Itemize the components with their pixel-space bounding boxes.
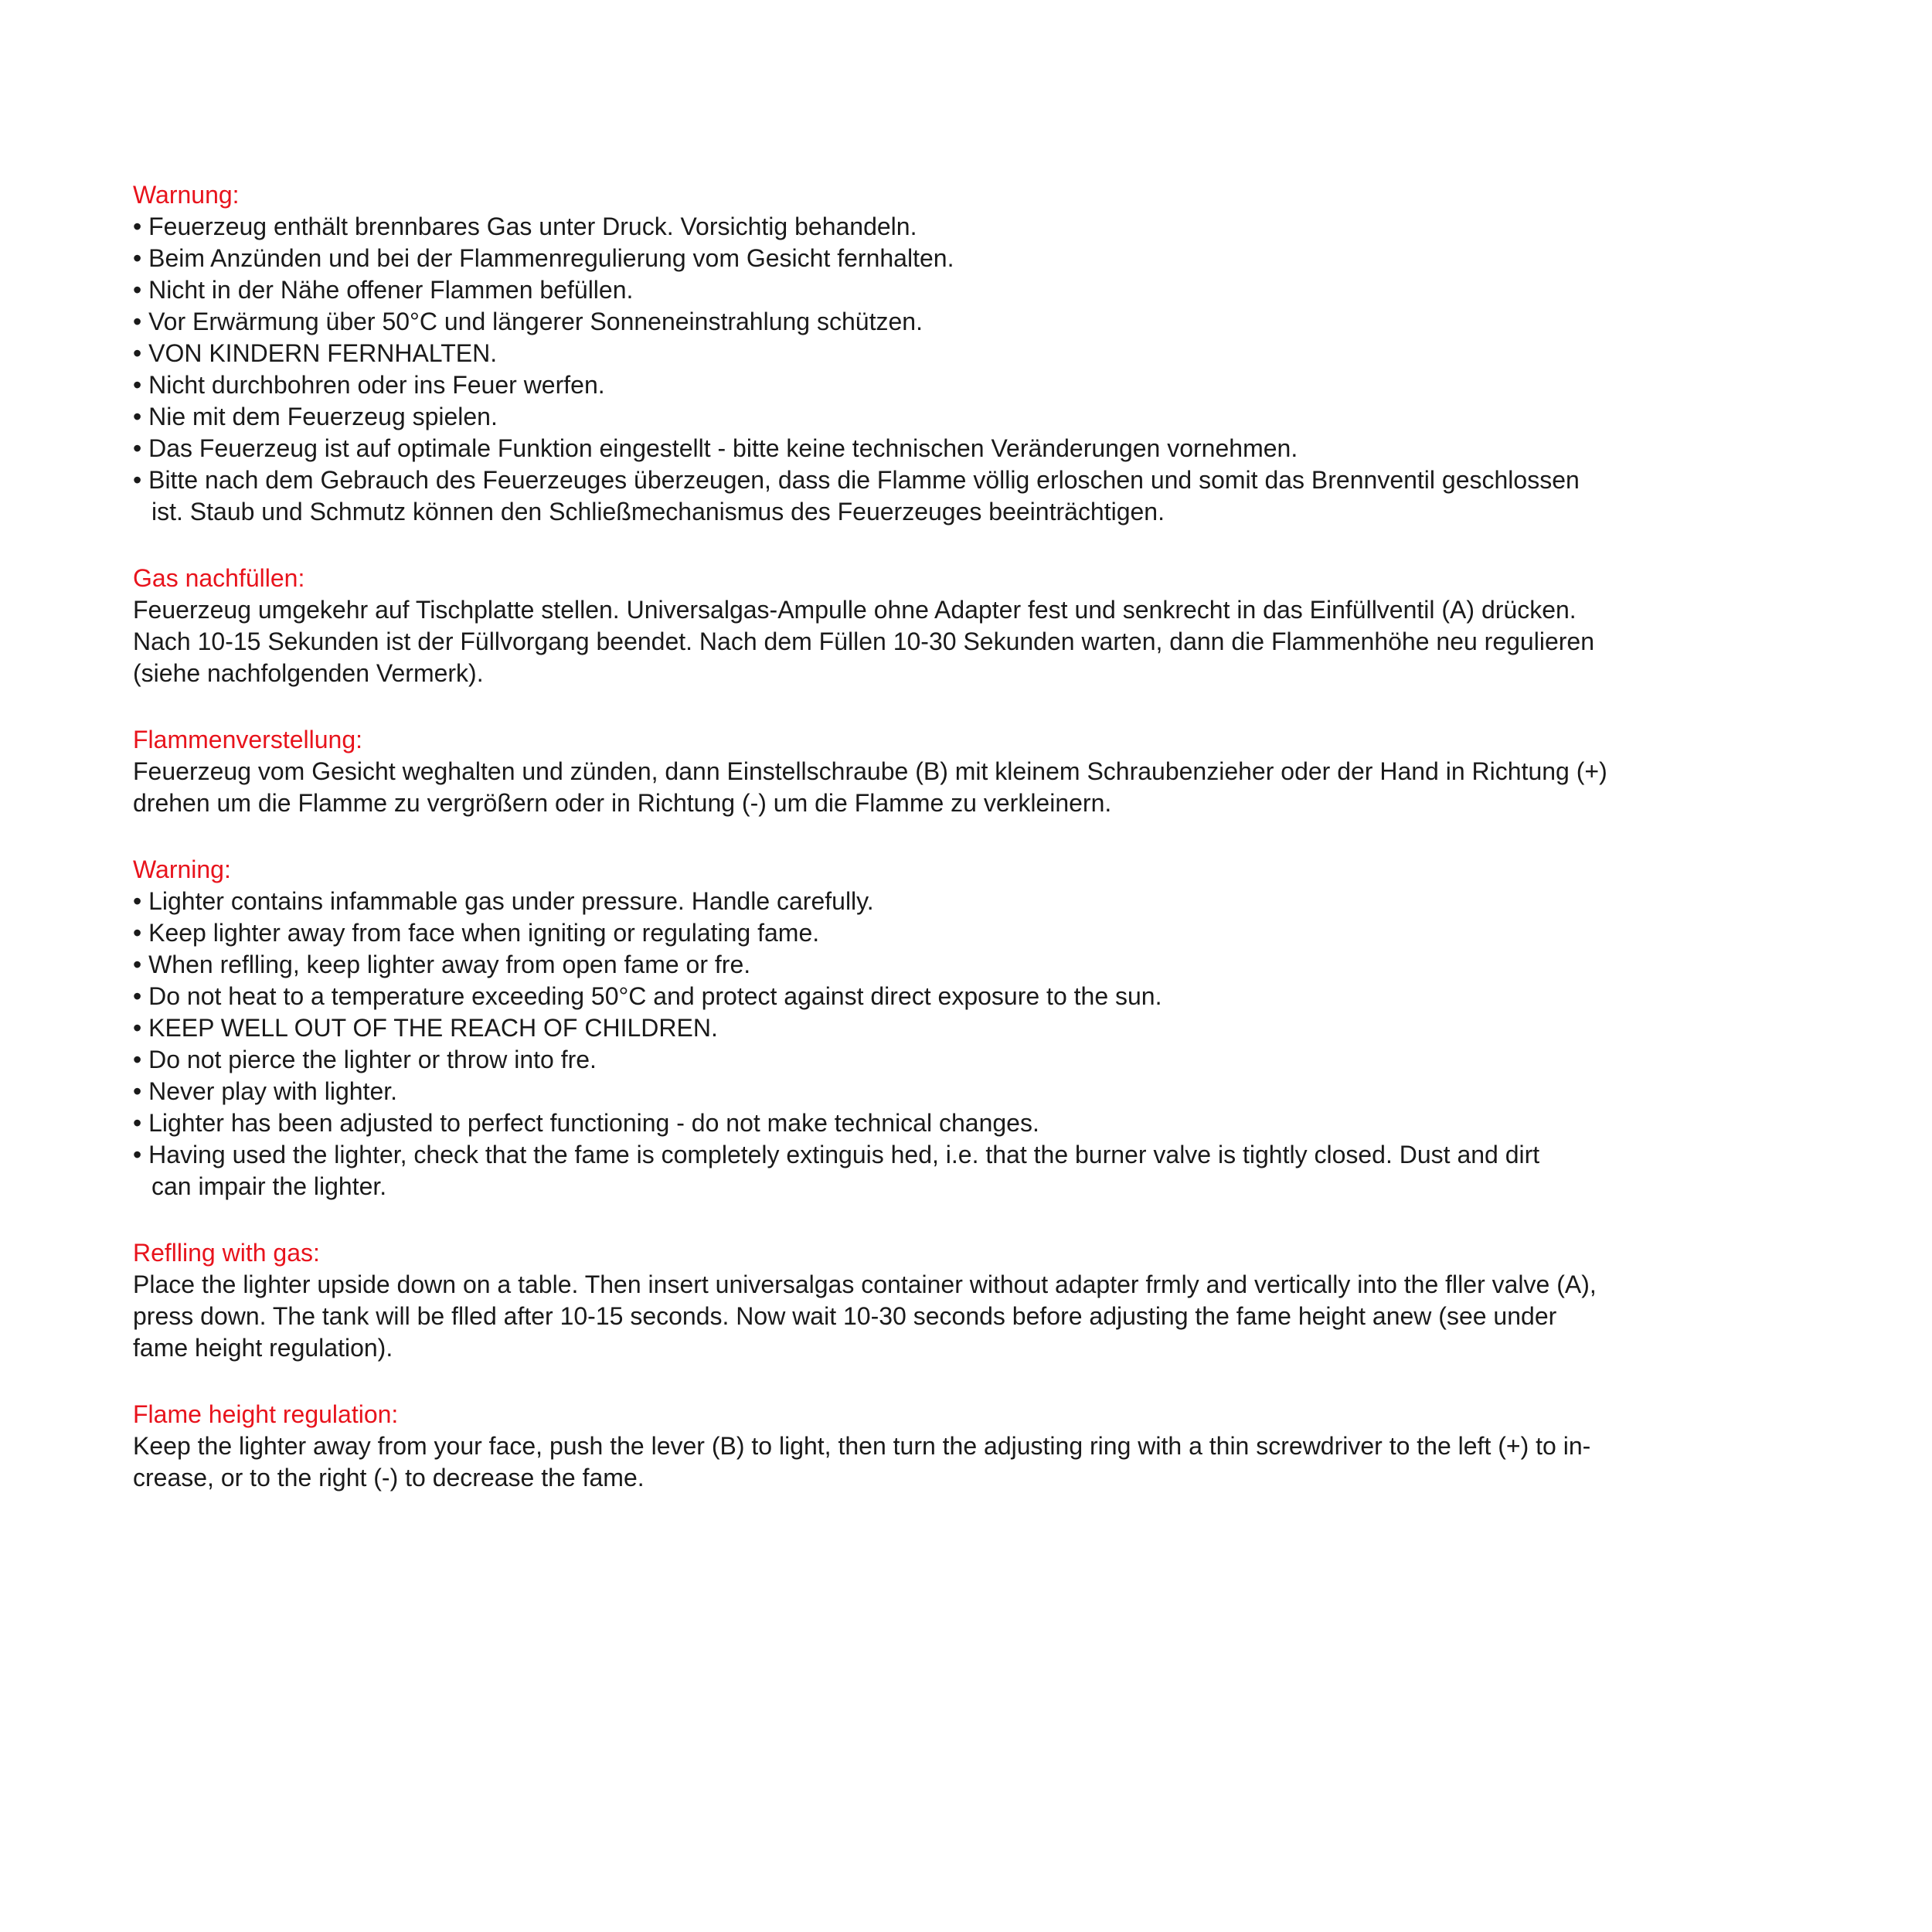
text-line: • KEEP WELL OUT OF THE REACH OF CHILDREN. <box>133 1014 718 1042</box>
text-line: • Feuerzeug enthält brennbares Gas unter Druck. Vorsichtig behandeln. <box>133 213 917 240</box>
text-line: • When reflling, keep lighter away from open fame or fre. <box>133 951 751 978</box>
text-line: • Do not pierce the lighter or throw into fre. <box>133 1046 597 1073</box>
text-line: Feuerzeug vom Gesicht weghalten und zünden, dann Einstellschraube (B) mit kleinem Schraubenzieher oder der Hand in Richtung (+) <box>133 757 1607 785</box>
section-warnung-de <box>133 179 1856 528</box>
text-line: • Do not heat to a temperature exceeding 50°C and protect against direct exposure to the sun. <box>133 982 1162 1010</box>
section-heading: Gas nachfüllen: <box>133 564 305 592</box>
section-warning-en <box>133 854 1856 1202</box>
section-flammenverstellung-de <box>133 724 1856 819</box>
section-heading: Flammenverstellung: <box>133 726 362 753</box>
text-line: • Beim Anzünden und bei der Flammenregulierung vom Gesicht fernhalten. <box>133 244 954 272</box>
section-heading: Warning: <box>133 855 231 883</box>
text-line: ist. Staub und Schmutz können den Schließmechanismus des Feuerzeuges beeinträchtigen. <box>151 498 1165 526</box>
text-line: can impair the lighter. <box>151 1172 387 1200</box>
text-line: • Nicht durchbohren oder ins Feuer werfen. <box>133 371 605 399</box>
text-line: Feuerzeug umgekehr auf Tischplatte stellen. Universalgas-Ampulle ohne Adapter fest und senkrecht in das Einfüllventil (A) drücken. <box>133 596 1577 624</box>
text-line: fame height regulation). <box>133 1334 393 1362</box>
text-line: Nach 10-15 Sekunden ist der Füllvorgang beendet. Nach dem Füllen 10-30 Sekunden warten, dann die Flammenhöhe neu regulieren <box>133 628 1594 655</box>
text-line: • Lighter has been adjusted to perfect functioning - do not make technical changes. <box>133 1109 1039 1137</box>
section-flame-height-en <box>133 1399 1856 1494</box>
text-line: press down. The tank will be flled after 10-15 seconds. Now wait 10-30 seconds before adjusting the fame height anew (see under <box>133 1302 1557 1330</box>
section-heading: Flame height regulation: <box>133 1400 399 1428</box>
text-line: • Bitte nach dem Gebrauch des Feuerzeuges überzeugen, dass die Flamme völlig erloschen und somit das Brennventil geschlossen <box>133 466 1580 494</box>
text-line: • Having used the lighter, check that the fame is completely extinguis hed, i.e. that the burner valve is tightly closed. Dust and dirt <box>133 1141 1540 1168</box>
text-line: Place the lighter upside down on a table. Then insert universalgas container without adapter frmly and vertically into the fller valve (A), <box>133 1270 1597 1298</box>
text-line: • Nie mit dem Feuerzeug spielen. <box>133 403 498 430</box>
text-line: • Nicht in der Nähe offener Flammen befüllen. <box>133 276 634 304</box>
text-line: drehen um die Flamme zu vergrößern oder in Richtung (-) um die Flamme zu verkleinern. <box>133 789 1112 817</box>
text-line: • Never play with lighter. <box>133 1077 398 1105</box>
text-line: • Lighter contains infammable gas under pressure. Handle carefully. <box>133 887 874 915</box>
text-line: Keep the lighter away from your face, push the lever (B) to light, then turn the adjusting ring with a thin screwdriver to the left (+) to in- <box>133 1432 1591 1460</box>
section-gas-nachfuellen-de <box>133 563 1856 689</box>
section-heading: Reflling with gas: <box>133 1239 320 1267</box>
section-refilling-en <box>133 1237 1856 1364</box>
text-line: crease, or to the right (-) to decrease the fame. <box>133 1464 645 1492</box>
text-line: • VON KINDERN FERNHALTEN. <box>133 339 498 367</box>
text-line: • Keep lighter away from face when igniting or regulating fame. <box>133 919 820 947</box>
text-line: • Das Feuerzeug ist auf optimale Funktion eingestellt - bitte keine technischen Veränderungen vornehmen. <box>133 434 1298 462</box>
text-line: (siehe nachfolgenden Vermerk). <box>133 659 484 687</box>
instruction-text-block <box>133 179 1856 1494</box>
text-line: • Vor Erwärmung über 50°C und längerer Sonneneinstrahlung schützen. <box>133 308 923 335</box>
section-heading: Warnung: <box>133 181 240 209</box>
